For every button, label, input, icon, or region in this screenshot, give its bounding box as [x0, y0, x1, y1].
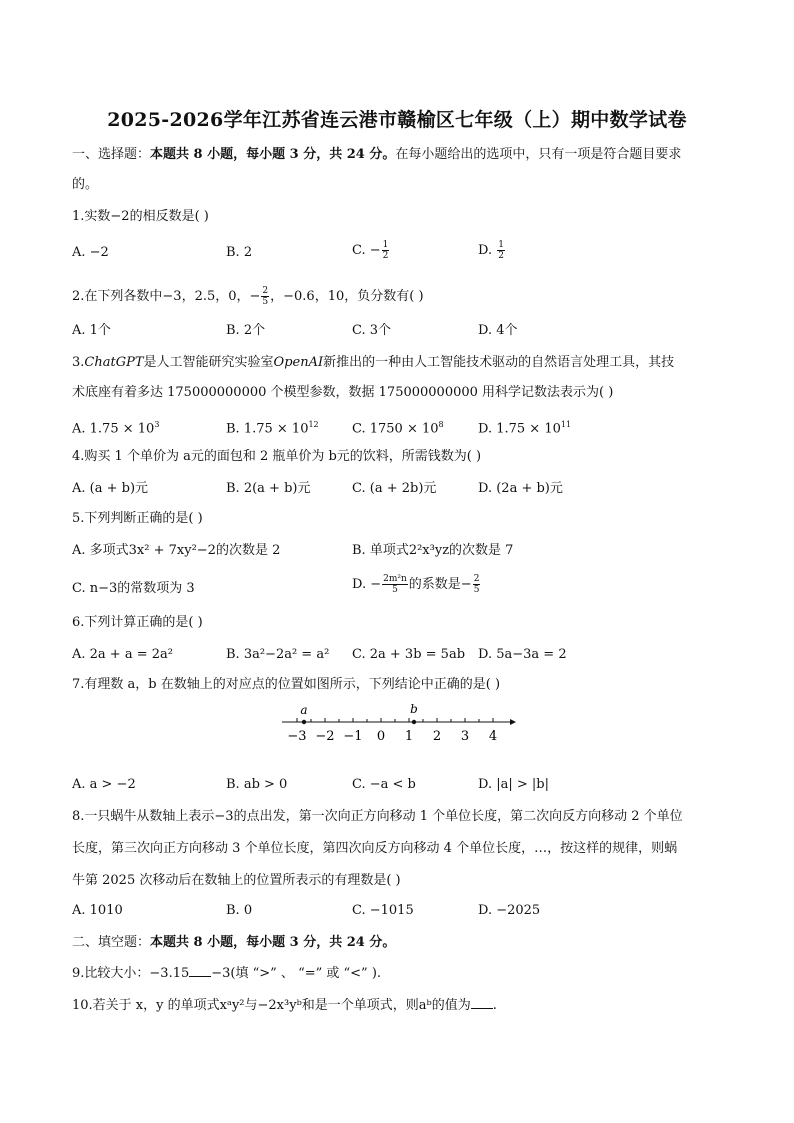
- q6-option-c: C. 2a + 3b = 5ab: [352, 647, 466, 662]
- page-title: 2025-2026学年江苏省连云港市赣榆区七年级（上）期中数学试卷: [107, 109, 687, 131]
- number-line-tick-label: 1: [404, 729, 414, 744]
- q6-option-a: A. 2a + a = 2a²: [72, 647, 173, 662]
- q8-stem-line2: 长度，第三次向正方向移动 3 个单位长度，第四次向反方向移动 4 个单位长度，…，按这样的规律，则蜗: [72, 841, 678, 856]
- q4-option-b: B. 2(a + b)元: [226, 481, 311, 496]
- fraction: $\frac{1}{2}$: [498, 240, 504, 261]
- q4-option-d: D. (2a + b)元: [478, 481, 563, 496]
- fraction: $\frac{1}{2}$: [382, 240, 389, 261]
- q3-stem-line1: 3.ChatGPT是人工智能研究实验室OpenAI新推出的一种由人工智能技术驱动的自然语言处理工具，其技: [72, 355, 675, 370]
- number-line-tick-label: −3: [287, 729, 307, 744]
- section1-heading-cont: 的。: [72, 177, 99, 192]
- q2-option-a: A. 1个: [72, 323, 111, 338]
- number-line-tick-label: 3: [460, 729, 470, 744]
- point-b-label: b: [410, 702, 418, 716]
- q1-option-c: C. − $\frac{1}{2}$: [352, 240, 389, 261]
- number-line-tick-label: −2: [315, 729, 335, 744]
- q6-option-b: B. 3a²−2a² = a²: [226, 647, 330, 662]
- q7-option-a: A. a > −2: [72, 777, 136, 792]
- section2-heading: 二、填空题：本题共 8 小题，每小题 3 分，共 24 分。: [72, 935, 396, 950]
- q2-stem: 2.在下列各数中−3，2.5，0，− $\frac{2}{5}$ ，−0.6，10，负分数有( ): [72, 286, 424, 307]
- q2-option-c: C. 3个: [352, 323, 392, 338]
- q2-option-d: D. 4个: [478, 323, 518, 338]
- q5-stem: 5.下列判断正确的是( ): [72, 511, 203, 526]
- number-line-tick-label: 0: [376, 729, 386, 744]
- q7-option-d: D. |a| > |b|: [478, 777, 549, 792]
- q3-option-d: D. $1.75 \times 10^{11}$: [478, 420, 572, 437]
- q3-option-a: A. $1.75 \times 10^3$: [72, 420, 160, 437]
- q7-stem: 7.有理数 a，b 在数轴上的对应点的位置如图所示，下列结论中正确的是( ): [72, 677, 501, 692]
- answer-blank[interactable]: [189, 964, 211, 977]
- q9-stem: 9.比较大小：−3.15 −3(填 “>” 、 “=” 或 “<” ).: [72, 966, 382, 981]
- point-b-dot: [412, 720, 416, 724]
- q1-option-a: A. −2: [72, 245, 109, 260]
- q1-stem: 1.实数−2的相反数是( ): [72, 209, 209, 224]
- q6-option-d: D. 5a−3a = 2: [478, 647, 567, 662]
- q4-stem: 4.购买 1 个单价为 a元的面包和 2 瓶单价为 b元的饮料，所需钱数为( ): [72, 449, 482, 464]
- number-line-tick-label: 4: [488, 729, 498, 744]
- q8-option-b: B. 0: [226, 903, 253, 918]
- q3-stem-line2: 术底座有着多达 175000000000 个模型参数，数据 175000000000 用科学记数法表示为( ): [72, 385, 614, 400]
- q8-option-a: A. 1010: [72, 903, 123, 918]
- q8-stem-line3: 牛第 2025 次移动后在数轴上的位置所表示的有理数是( ): [72, 873, 401, 888]
- section1-heading: 一、选择题：本题共 8 小题，每小题 3 分，共 24 分。在每小题给出的选项中，只有一项是符合题目要求: [72, 147, 682, 162]
- q2-option-b: B. 2个: [226, 323, 266, 338]
- number-line-arrow: [510, 719, 516, 725]
- fraction: $\frac{\text{2m²n}}{5}$: [383, 574, 407, 595]
- q3-option-b: B. $1.75 \times 10^{12}$: [226, 420, 319, 437]
- q8-stem-line1: 8.一只蜗牛从数轴上表示−3的点出发，第一次向正方向移动 1 个单位长度，第二次向反方向移动 2 个单位: [72, 809, 683, 824]
- q5-option-b: B. 单项式2²x³yz的次数是 7: [352, 543, 514, 558]
- q3-option-c: C. $1750 \times 10^8$: [352, 420, 444, 437]
- answer-blank[interactable]: [471, 996, 493, 1009]
- q4-option-a: A. (a + b)元: [72, 481, 149, 496]
- q5-option-a: A. 多项式3x² + 7xy²−2的次数是 2: [72, 543, 281, 558]
- q4-option-c: C. (a + 2b)元: [352, 481, 437, 496]
- number-line-tick-label: 2: [432, 729, 442, 744]
- q6-stem: 6.下列计算正确的是( ): [72, 615, 203, 630]
- fraction: $\frac{2}{5}$: [473, 574, 480, 595]
- q1-option-b: B. 2: [226, 245, 253, 260]
- number-line-figure: [280, 700, 520, 750]
- q1-option-d: D. $\frac{1}{2}$: [478, 240, 504, 261]
- q8-option-c: C. −1015: [352, 903, 414, 918]
- fraction: $\frac{2}{5}$: [262, 286, 269, 307]
- q7-option-b: B. ab > 0: [226, 777, 288, 792]
- point-a-label: a: [300, 703, 308, 717]
- q7-option-c: C. −a < b: [352, 777, 416, 792]
- number-line-tick-label: −1: [343, 729, 363, 744]
- q8-option-d: D. −2025: [478, 903, 541, 918]
- point-a-dot: [302, 720, 306, 724]
- q5-option-c: C. n−3的常数项为 3: [72, 581, 195, 596]
- q10-stem: 10.若关于 x，y 的单项式xᵃy²与−2x³yᵇ和是一个单项式，则aᵇ的值为 .: [72, 998, 497, 1013]
- q5-option-d: D. − $\frac{\text{2m²n}}{5}$ 的系数是− $\frac{2}{5}$: [352, 574, 480, 595]
